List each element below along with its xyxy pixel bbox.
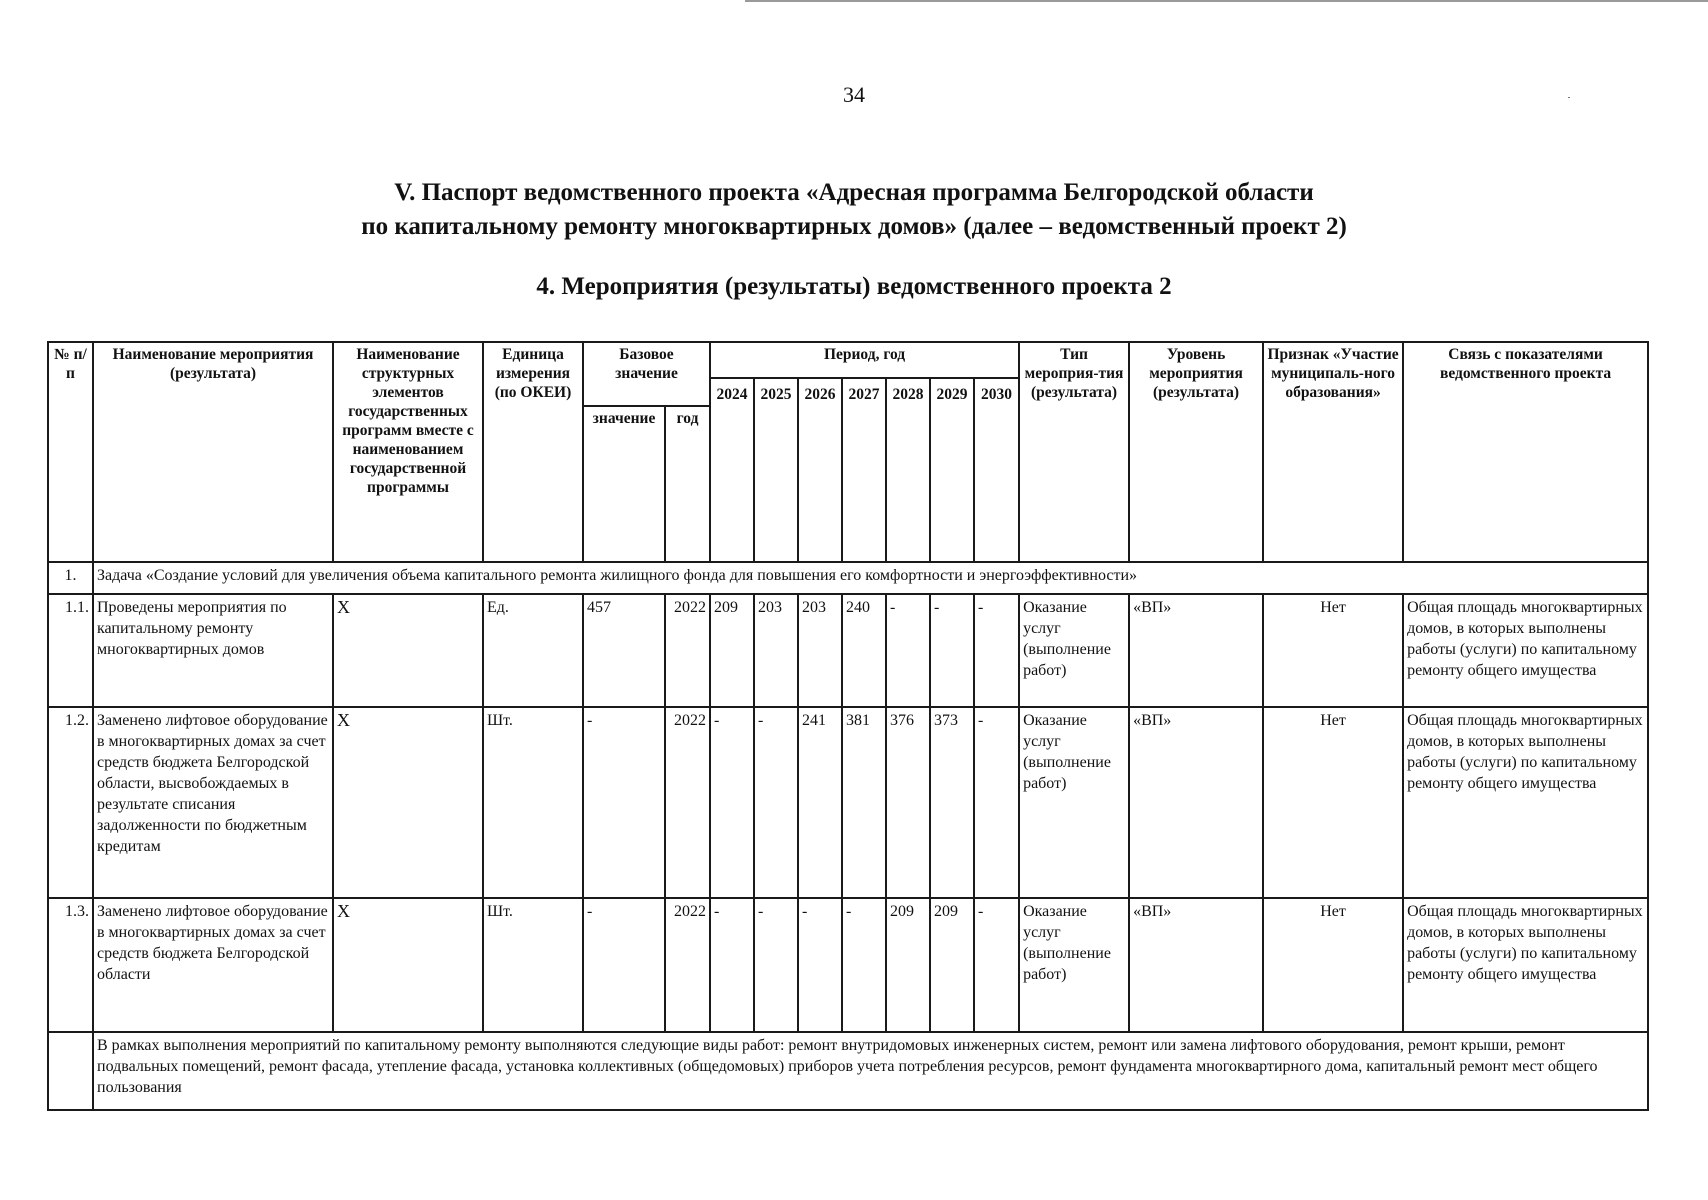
header-base: Базовое значение bbox=[583, 342, 710, 406]
row-link: Общая площадь многоквартирных домов, в которых выполнены работы (услуги) по капитальному ремонту общего имущества bbox=[1403, 707, 1648, 898]
section-title-line2: по капитальному ремонту многоквартирных домов» (далее – ведомственный проект 2) bbox=[361, 213, 1347, 240]
row-unit: Шт. bbox=[483, 707, 583, 898]
row-y2026: 203 bbox=[798, 594, 842, 707]
row-base-value: 457 bbox=[583, 594, 665, 707]
row-unit: Ед. bbox=[483, 594, 583, 707]
top-rule bbox=[745, 0, 1708, 2]
row-level: «ВП» bbox=[1129, 594, 1263, 707]
header-year-2025: 2025 bbox=[754, 378, 798, 562]
row-y2024: 209 bbox=[710, 594, 754, 707]
row-y2027: 240 bbox=[842, 594, 886, 707]
row-name: Заменено лифтовое оборудование в многоквартирных домах за счет средств бюджета Белгородской области bbox=[93, 898, 333, 1032]
row-type: Оказание услуг (выполнение работ) bbox=[1019, 898, 1129, 1032]
row-type: Оказание услуг (выполнение работ) bbox=[1019, 707, 1129, 898]
row-struct: X bbox=[333, 898, 483, 1032]
task-text: Задача «Создание условий для увеличения объема капитального ремонта жилищного фонда для повышения его комфортности и энергоэффективности» bbox=[93, 562, 1648, 594]
row-y2027: 381 bbox=[842, 707, 886, 898]
row-struct: X bbox=[333, 707, 483, 898]
header-year-2029: 2029 bbox=[930, 378, 974, 562]
header-type: Тип мероприя-тия (результата) bbox=[1019, 342, 1129, 562]
row-y2028: 376 bbox=[886, 707, 930, 898]
row-y2028: - bbox=[886, 594, 930, 707]
row-level: «ВП» bbox=[1129, 707, 1263, 898]
row-y2028: 209 bbox=[886, 898, 930, 1032]
footnote-text: В рамках выполнения мероприятий по капитальному ремонту выполняются следующие виды работ: ремонт внутридомовых инженерных систем, ремонт или замена лифтового оборудования, ремонт крыши, ремонт подвальных помещений, ремонт фасада, утепление фасада, установка коллективных (общедомовых) приборов учета потребления ресурсов, ремонт фундамента многоквартирного дома, капитальный ремонт мест общего пользования bbox=[93, 1032, 1648, 1110]
row-base-year: 2022 bbox=[665, 898, 710, 1032]
row-unit: Шт. bbox=[483, 898, 583, 1032]
row-y2030: - bbox=[974, 707, 1019, 898]
row-y2029: 373 bbox=[930, 707, 974, 898]
row-num: 1.3. bbox=[48, 898, 93, 1032]
header-name: Наименование мероприятия (результата) bbox=[93, 342, 333, 562]
row-y2024: - bbox=[710, 707, 754, 898]
header-year-2027: 2027 bbox=[842, 378, 886, 562]
footnote-empty-cell bbox=[48, 1032, 93, 1110]
table-row bbox=[48, 898, 1648, 1032]
row-municipal: Нет bbox=[1263, 898, 1403, 1032]
row-y2024: - bbox=[710, 898, 754, 1032]
row-base-year: 2022 bbox=[665, 594, 710, 707]
row-y2030: - bbox=[974, 898, 1019, 1032]
header-unit: Единица измерения (по ОКЕИ) bbox=[483, 342, 583, 562]
row-num: 1.1. bbox=[48, 594, 93, 707]
row-y2026: - bbox=[798, 898, 842, 1032]
row-link: Общая площадь многоквартирных домов, в которых выполнены работы (услуги) по капитальному ремонту общего имущества bbox=[1403, 898, 1648, 1032]
activities-table bbox=[47, 341, 1649, 1111]
row-y2025: - bbox=[754, 707, 798, 898]
header-year-2026: 2026 bbox=[798, 378, 842, 562]
row-type: Оказание услуг (выполнение работ) bbox=[1019, 594, 1129, 707]
section-title-line1: V. Паспорт ведомственного проекта «Адресная программа Белгородской области bbox=[394, 179, 1314, 206]
row-base-value: - bbox=[583, 707, 665, 898]
row-level: «ВП» bbox=[1129, 898, 1263, 1032]
row-y2027: - bbox=[842, 898, 886, 1032]
table-row bbox=[48, 594, 1648, 707]
row-y2029: 209 bbox=[930, 898, 974, 1032]
row-struct: X bbox=[333, 594, 483, 707]
header-municipal: Признак «Участие муниципаль-ного образования» bbox=[1263, 342, 1403, 562]
row-base-year: 2022 bbox=[665, 707, 710, 898]
subtitle: 4. Мероприятия (результаты) ведомственного проекта 2 bbox=[536, 273, 1172, 300]
row-name: Проведены мероприятия по капитальному ремонту многоквартирных домов bbox=[93, 594, 333, 707]
row-base-value: - bbox=[583, 898, 665, 1032]
row-y2029: - bbox=[930, 594, 974, 707]
header-year-2030: 2030 bbox=[974, 378, 1019, 562]
task-num: 1. bbox=[48, 562, 93, 594]
row-num: 1.2. bbox=[48, 707, 93, 898]
row-municipal: Нет bbox=[1263, 707, 1403, 898]
row-link: Общая площадь многоквартирных домов, в которых выполнены работы (услуги) по капитальному ремонту общего имущества bbox=[1403, 594, 1648, 707]
header-year-2028: 2028 bbox=[886, 378, 930, 562]
header-period: Период, год bbox=[710, 342, 1019, 378]
row-y2025: - bbox=[754, 898, 798, 1032]
header-struct: Наименование структурных элементов государственных программ вместе с наименованием государственной программы bbox=[333, 342, 483, 562]
table-row bbox=[48, 707, 1648, 898]
header-num: № п/п bbox=[48, 342, 93, 562]
header-base-value: значение bbox=[583, 406, 665, 562]
header-year-2024: 2024 bbox=[710, 378, 754, 562]
header-level: Уровень мероприятия (результата) bbox=[1129, 342, 1263, 562]
row-y2026: 241 bbox=[798, 707, 842, 898]
page-number: 34 bbox=[843, 82, 865, 107]
header-link: Связь с показателями ведомственного проекта bbox=[1403, 342, 1648, 562]
row-y2030: - bbox=[974, 594, 1019, 707]
row-municipal: Нет bbox=[1263, 594, 1403, 707]
row-name: Заменено лифтовое оборудование в многоквартирных домах за счет средств бюджета Белгородской области, высвобождаемых в результате списания задолженности по бюджетным кредитам bbox=[93, 707, 333, 898]
header-base-year: год bbox=[665, 406, 710, 562]
row-y2025: 203 bbox=[754, 594, 798, 707]
